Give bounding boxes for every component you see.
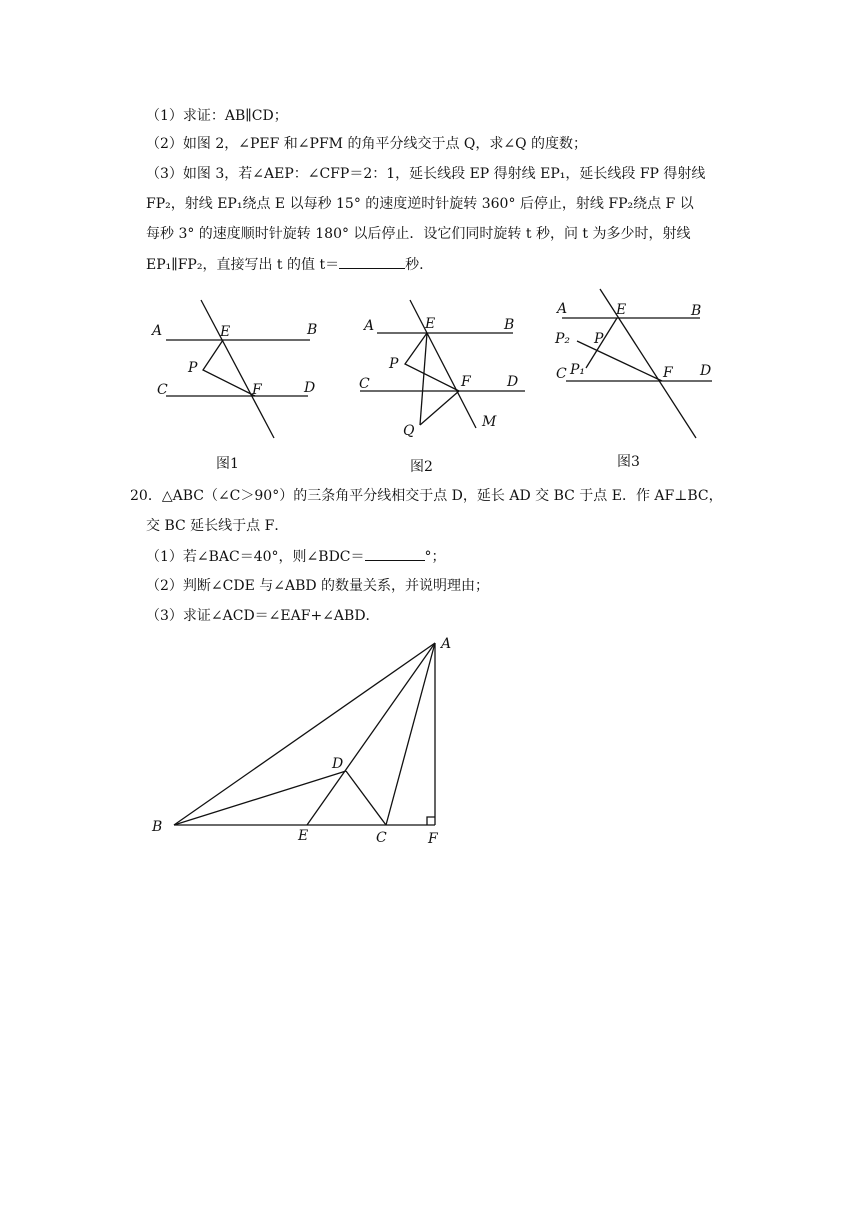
fig2-label-q: Q	[403, 423, 415, 439]
fig3-label-a: A	[557, 301, 568, 317]
fig4-label-c: C	[376, 830, 387, 846]
fig4-segment-dc	[346, 771, 386, 825]
fig1-label-f: F	[252, 382, 262, 398]
q19-part2: （2）如图 2，∠PEF 和∠PFM 的角平分线交于点 Q，求∠Q 的度数；	[146, 136, 588, 152]
fig4-side-ab	[174, 643, 435, 825]
fig2-label-a: A	[364, 318, 375, 334]
fig4-label-d: D	[332, 756, 344, 772]
fig3-label-b: B	[691, 303, 702, 319]
fig3-label-p: P	[594, 331, 604, 347]
fig2-caption: 图2	[410, 459, 433, 475]
q20-part1-unit: °；	[424, 549, 446, 565]
fig4-segment-bd	[174, 771, 346, 825]
q19-part3-line1: （3）如图 3，若∠AEP：∠CFP＝2：1，延长线段 EP 得射线 EP₁，延长线段 FP 得射线	[146, 166, 706, 182]
fig1-label-p: P	[188, 360, 198, 376]
fig3-label-p1: P₁	[570, 362, 586, 378]
q19-part3-line3: 每秒 3° 的速度顺时针旋转 180° 以后停止．设它们同时旋转 t 秒，问 t 为多少时，射线	[146, 226, 691, 242]
fig2-label-m: M	[482, 414, 497, 430]
fig4-label-b: B	[152, 819, 163, 835]
fig1-label-c: C	[157, 382, 168, 398]
fig2-label-c: C	[359, 376, 370, 392]
q19-unit-seconds: 秒.	[405, 257, 424, 273]
q20-part1-text: （1）若∠BAC＝40°，则∠BDC＝	[146, 549, 365, 565]
fig1-label-b: B	[307, 322, 318, 338]
q20-line2: 交 BC 延长线于点 F．	[146, 518, 289, 534]
fig1-label-e: E	[220, 324, 231, 340]
fig1-label-d: D	[304, 380, 316, 396]
q19-part3-line4-text: EP₁∥FP₂，直接写出 t 的值 t＝	[146, 257, 340, 273]
fig3-label-c: C	[556, 366, 567, 382]
fig2-label-f: F	[461, 374, 471, 390]
fig3-label-e: E	[616, 302, 627, 318]
fig2-label-b: B	[504, 317, 515, 333]
fig4-label-f: F	[428, 831, 438, 847]
fig2-label-d: D	[507, 374, 519, 390]
q19-part1: （1）求证：AB∥CD；	[146, 108, 288, 124]
fig4-label-a: A	[441, 636, 452, 652]
q20-line1: 20．△ABC（∠C＞90°）的三条角平分线相交于点 D，延长 AD 交 BC 于点 E．作 AF⊥BC，	[130, 488, 723, 504]
q20-part3: （3）求证∠ACD＝∠EAF+∠ABD．	[146, 608, 380, 624]
fig2-label-p: P	[389, 356, 399, 372]
fig4-label-e: E	[298, 828, 309, 844]
fig1-caption: 图1	[216, 456, 239, 472]
fig1-label-a: A	[152, 323, 163, 339]
fig4-line-ae	[307, 643, 435, 825]
q20-part2: （2）判断∠CDE 与∠ABD 的数量关系，并说明理由；	[146, 578, 490, 594]
fig4-side-ac	[386, 643, 435, 825]
fig3-label-p2: P₂	[555, 331, 571, 347]
fig3-label-d: D	[700, 363, 712, 379]
fig3-caption: 图3	[617, 454, 640, 470]
fig2-label-e: E	[425, 316, 436, 332]
fig3-label-f: F	[663, 365, 673, 381]
q19-part3-line2: FP₂，射线 EP₁绕点 E 以每秒 15° 的速度逆时针旋转 360° 后停止，射线 FP₂绕点 F 以	[146, 196, 694, 212]
fig4-right-angle-mark	[427, 817, 435, 825]
